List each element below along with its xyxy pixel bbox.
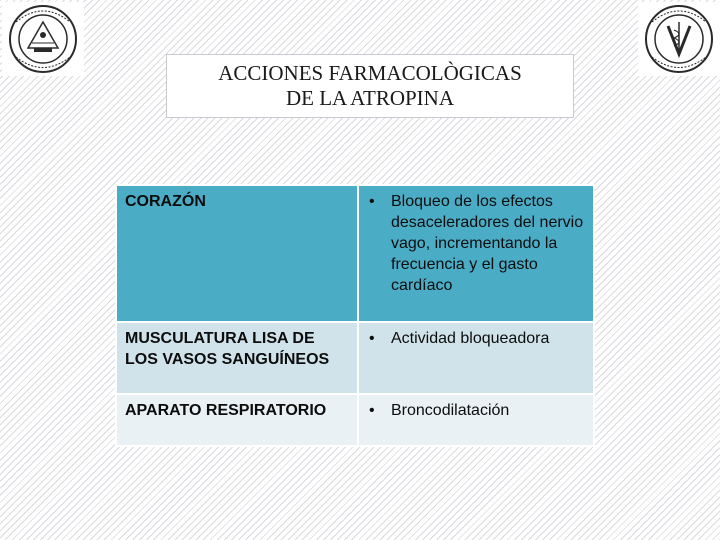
slide-title-line-1: ACCIONES FARMACOLÒGICAS — [218, 61, 522, 85]
seal-right-emblem-icon — [638, 2, 720, 76]
slide-title-line-2: DE LA ATROPINA — [285, 86, 454, 110]
pharmacological-actions-table — [115, 184, 595, 447]
organ-cell: APARATO RESPIRATORIO — [116, 394, 358, 446]
organ-cell: MUSCULATURA LISA DE LOS VASOS SANGUÍNEOS — [116, 322, 358, 394]
organ-cell: CORAZÓN — [116, 185, 358, 322]
slide-title — [166, 54, 574, 118]
university-seal-right — [638, 2, 720, 76]
seal-left-emblem-icon — [2, 2, 84, 76]
university-seal-left — [2, 2, 84, 76]
action-cell — [358, 185, 594, 322]
action-cell — [358, 394, 594, 446]
action-text: Actividad bloqueadora — [391, 330, 550, 347]
bullet-icon: • — [369, 330, 375, 347]
bullet-icon: • — [369, 193, 375, 210]
action-cell — [358, 322, 594, 394]
table-row — [116, 322, 594, 394]
bullet-icon: • — [369, 402, 375, 419]
action-text: Bloqueo de los efectos desaceleradores del nervio vago, incrementando la frecuencia y el gasto cardíaco — [391, 193, 584, 294]
action-text: Broncodilatación — [391, 402, 510, 419]
table-row — [116, 394, 594, 446]
table-row — [116, 185, 594, 322]
